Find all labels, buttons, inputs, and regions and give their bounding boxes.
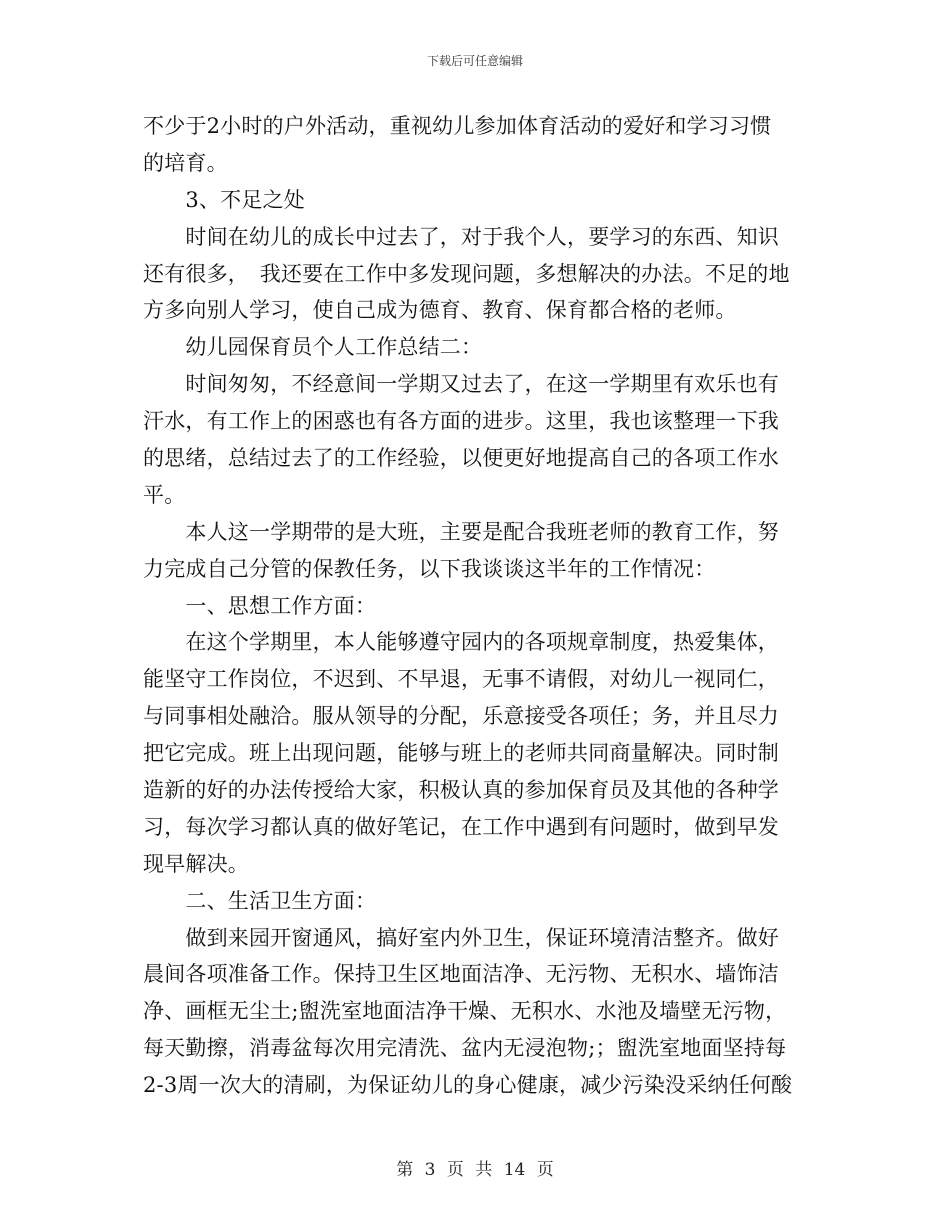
text-line: 做到来园开窗通风，搞好室内外卫生，保证环境清洁整齐。做好 (143, 925, 779, 950)
text-line: 3、不足之处 (143, 187, 305, 212)
text-line: 与同事相处融洽。服从领导的分配，乐意接受各项任；务，并且尽力 (143, 704, 779, 729)
text-line: 每天勤擦，消毒盆每次用完清洗、盆内无浸泡物;；盥洗室地面坚持每 (143, 1036, 787, 1061)
text-line: 平。 (143, 482, 186, 507)
text-line: 汗水，有工作上的困惑也有各方面的进步。这里，我也该整理一下我 (143, 409, 779, 434)
text-line: 方多向别人学习，使自己成为德育、教育、保育都合格的老师。 (143, 298, 737, 323)
page-footer: 第 3 页 共 14 页 (396, 1160, 554, 1180)
text-line: 二、生活卫生方面： (143, 888, 377, 913)
text-line: 现早解决。 (143, 851, 249, 876)
text-line: 本人这一学期带的是大班，主要是配合我班老师的教育工作，努 (143, 519, 779, 544)
text-line: 晨间各项准备工作。保持卫生区地面洁净、无污物、无积水、墙饰洁 (143, 962, 779, 987)
text-line: 的培育。 (143, 150, 228, 175)
text-line: 习，每次学习都认真的做好笔记，在工作中遇到有问题时，做到早发 (143, 814, 779, 839)
text-line: 幼儿园保育员个人工作总结二： (143, 335, 483, 360)
text-line: 能坚守工作岗位，不迟到、不早退，无事不请假，对幼儿一视同仁， (143, 667, 779, 692)
text-line: 不少于2小时的户外活动，重视幼儿参加体育活动的爱好和学习习惯 (143, 114, 772, 138)
text-line: 一、思想工作方面： (143, 593, 377, 618)
text-line: 还有很多， 我还要在工作中多发现问题，多想解决的办法。不足的地 (143, 261, 790, 286)
text-line: 把它完成。班上出现问题，能够与班上的老师共同商量解决。同时制 (143, 741, 779, 766)
text-line: 力完成自己分管的保教任务，以下我谈谈这半年的工作情况： (143, 556, 716, 581)
text-line: 造新的好的办法传授给大家，积极认真的参加保育员及其他的各种学 (143, 778, 779, 803)
document-body (143, 108, 808, 1104)
text-line: 时间匆匆，不经意间一学期又过去了，在这一学期里有欢乐也有 (143, 372, 779, 397)
text-line: 2-3周一次大的清刷，为保证幼儿的身心健康，减少污染没采纳任何酸 (143, 1073, 793, 1098)
text-line: 在这个学期里，本人能够遵守园内的各项规章制度，热爱集体， (143, 630, 779, 655)
text-line: 净、画框无尘土;盥洗室地面洁净干燥、无积水、水池及墙壁无污物， (143, 999, 787, 1024)
text-line: 时间在幼儿的成长中过去了，对于我个人，要学习的东西、知识 (143, 224, 779, 249)
page-header: 下载后可任意编辑 (426, 54, 523, 68)
text-line: 的思绪，总结过去了的工作经验，以便更好地提高自己的各项工作水 (143, 446, 779, 471)
